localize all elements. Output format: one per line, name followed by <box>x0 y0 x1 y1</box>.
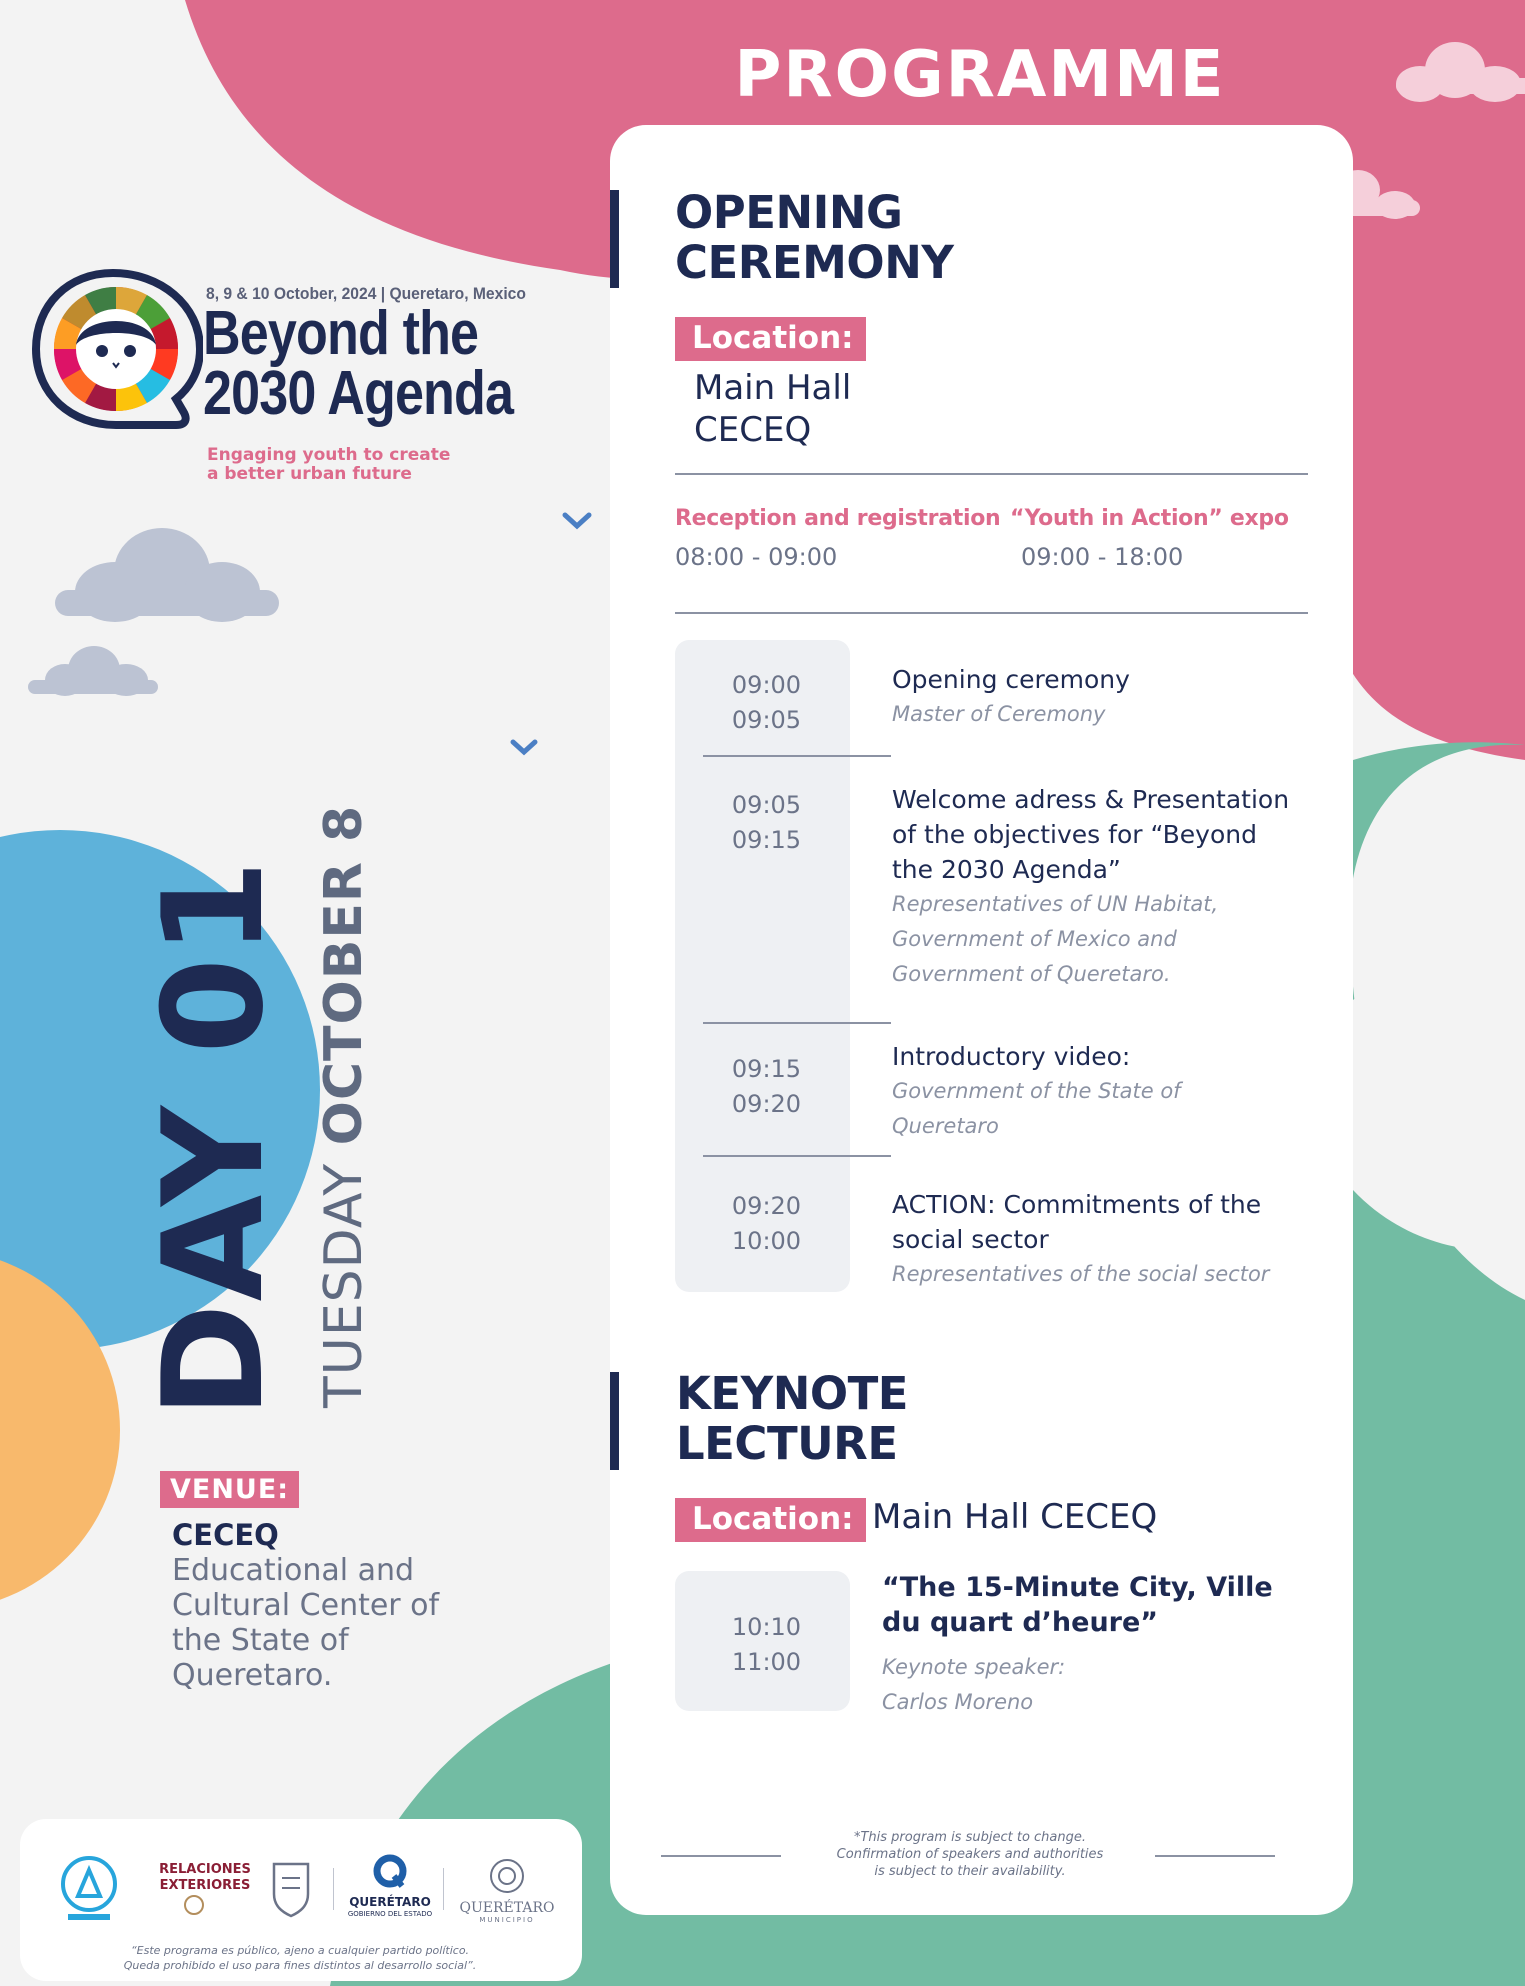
disclaimer-line: “Este programa es público, ajeno a cualquier partido político. <box>130 1944 470 1957</box>
slot-end: 09:05 <box>731 706 802 734</box>
reception-time: 08:00 - 09:00 <box>675 543 838 571</box>
slot-speaker: Master of Ceremony <box>892 702 1106 726</box>
relaciones-line: EXTERIORES <box>159 1878 251 1893</box>
note-line <box>661 1855 781 1857</box>
divider <box>675 473 1308 475</box>
queretaro-legislature-logo <box>262 1856 320 1926</box>
slot-title: social sector <box>892 1225 1049 1254</box>
slot-details <box>892 1039 1312 1144</box>
event-logo-icon <box>28 265 203 435</box>
section-accent-bar <box>610 190 619 288</box>
opening-title-line: OPENING <box>675 186 903 239</box>
keynote-time <box>679 1610 854 1680</box>
slot-speaker: Government of Queretaro. <box>892 962 1171 986</box>
opening-location <box>694 367 851 451</box>
event-date-location: 8, 9 & 10 October, 2024 | Queretaro, Mexico <box>206 284 526 303</box>
slot-time <box>679 1052 854 1122</box>
slot-start: 09:00 <box>731 671 802 699</box>
venue-desc-line: the State of <box>172 1623 349 1658</box>
keynote-end: 11:00 <box>731 1648 802 1676</box>
venue-description <box>172 1553 472 1693</box>
slot-time <box>679 1189 854 1259</box>
slot-speaker: Queretaro <box>892 1114 999 1138</box>
keynote-title-line: KEYNOTE <box>676 1367 909 1420</box>
keynote-speaker: Carlos Moreno <box>882 1690 1034 1714</box>
divider <box>675 612 1308 614</box>
slot-divider <box>703 1022 891 1024</box>
opening-title <box>675 188 953 288</box>
event-tagline-line: Engaging youth to create <box>207 445 451 465</box>
note-line-text: *This program is subject to change. <box>853 1830 1087 1845</box>
disclaimer-line: Queda prohibido el uso para fines distintos al desarrollo social”. <box>123 1959 477 1972</box>
slot-title: the 2030 Agenda” <box>892 855 1121 884</box>
cloud-grey-small <box>28 646 158 696</box>
slot-title: of the objectives for “Beyond <box>892 820 1257 849</box>
keynote-start: 10:10 <box>731 1613 802 1641</box>
keynote-title <box>676 1369 908 1469</box>
opening-location-label: Location: <box>675 317 866 361</box>
slot-title: Introductory video: <box>892 1042 1131 1071</box>
keynote-speaker: Keynote speaker: <box>882 1655 1066 1679</box>
event-title-line: 2030 Agenda <box>203 359 514 428</box>
slot-title: Opening ceremony <box>892 665 1130 694</box>
event-tagline-line: a better urban future <box>207 464 412 484</box>
sponsor-separator <box>443 1868 444 1910</box>
keynote-talk-title: “The 15-Minute City, Ville <box>882 1572 1273 1603</box>
seal-icon <box>140 1894 270 1916</box>
sponsor-disclaimer <box>30 1943 570 1973</box>
slot-end: 10:00 <box>731 1227 802 1255</box>
q-icon <box>370 1854 410 1890</box>
slot-start: 09:20 <box>731 1192 802 1220</box>
slot-details <box>892 1187 1312 1292</box>
slot-speaker: Representatives of UN Habitat, <box>892 892 1219 916</box>
day-number: DAY 01 <box>133 857 294 1418</box>
note-line-text: Confirmation of speakers and authorities <box>836 1847 1104 1862</box>
slot-end: 09:15 <box>731 826 802 854</box>
programme-title: PROGRAMME <box>734 38 1226 112</box>
note-line-text: is subject to their availability. <box>874 1864 1066 1879</box>
queretaro-municipio-logo <box>452 1856 562 1924</box>
keynote-location: Main Hall CECEQ <box>872 1497 1158 1537</box>
slot-speaker: Representatives of the social sector <box>892 1262 1270 1286</box>
relaciones-exteriores-logo <box>140 1862 270 1920</box>
slot-details <box>892 662 1312 732</box>
keynote-talk-title: du quart d’heure” <box>882 1607 1159 1638</box>
sponsor-separator <box>333 1868 334 1910</box>
keynote-title-line: LECTURE <box>676 1417 898 1470</box>
event-title <box>203 299 514 428</box>
relaciones-line: RELACIONES <box>159 1862 251 1877</box>
crest-icon <box>485 1856 529 1896</box>
slot-start: 09:15 <box>731 1055 802 1083</box>
event-title-line: Beyond the <box>203 299 479 368</box>
slot-speaker: Government of Mexico and <box>892 927 1177 951</box>
keynote-location-label: Location: <box>675 1498 866 1542</box>
slot-end: 09:20 <box>731 1090 802 1118</box>
reception-label: Reception and registration <box>675 506 1001 531</box>
chevron-down-icon <box>513 742 535 752</box>
program-note <box>820 1829 1120 1880</box>
slot-divider <box>703 755 891 757</box>
un-habitat-logo <box>54 1854 124 1924</box>
day-weekday: TUESDAY <box>314 1162 374 1408</box>
venue-name: CECEQ <box>172 1518 279 1552</box>
venue-desc-line: Queretaro. <box>172 1658 333 1693</box>
slot-start: 09:05 <box>731 791 802 819</box>
cloud-grey-large <box>55 528 279 622</box>
venue-desc-line: Cultural Center of <box>172 1588 440 1623</box>
opening-location-line: CECEQ <box>694 410 812 450</box>
slot-time <box>679 788 854 858</box>
venue-label: VENUE: <box>160 1471 299 1508</box>
event-tagline <box>207 446 450 484</box>
queretaro-state-name: QUERÉTARO <box>349 1895 431 1909</box>
opening-location-line: Main Hall <box>694 368 852 408</box>
keynote-details <box>882 1570 1302 1720</box>
slot-title: ACTION: Commitments of the <box>892 1190 1262 1219</box>
venue-desc-line: Educational and <box>172 1553 415 1588</box>
slot-time <box>679 668 854 738</box>
day-month-date: OCTOBER 8 <box>314 804 374 1146</box>
slot-title: Welcome adress & Presentation <box>892 785 1290 814</box>
section-accent-bar <box>610 1372 619 1470</box>
day-date <box>314 804 374 1408</box>
chevron-down-icon <box>565 515 589 526</box>
slot-details <box>892 782 1312 992</box>
note-line <box>1155 1855 1275 1857</box>
opening-title-line: CEREMONY <box>675 236 954 289</box>
queretaro-state-sub: GOBIERNO DEL ESTADO <box>347 1910 433 1918</box>
slot-speaker: Government of the State of <box>892 1079 1181 1103</box>
queretaro-state-logo <box>344 1854 436 1918</box>
queretaro-municipio-sub: MUNICIPIO <box>479 1916 535 1924</box>
expo-time: 09:00 - 18:00 <box>1021 543 1184 571</box>
white-blob <box>1353 969 1525 1250</box>
queretaro-municipio-name: QUERÉTARO <box>459 1900 555 1916</box>
expo-label: “Youth in Action” expo <box>1010 506 1289 531</box>
slot-divider <box>703 1155 891 1157</box>
